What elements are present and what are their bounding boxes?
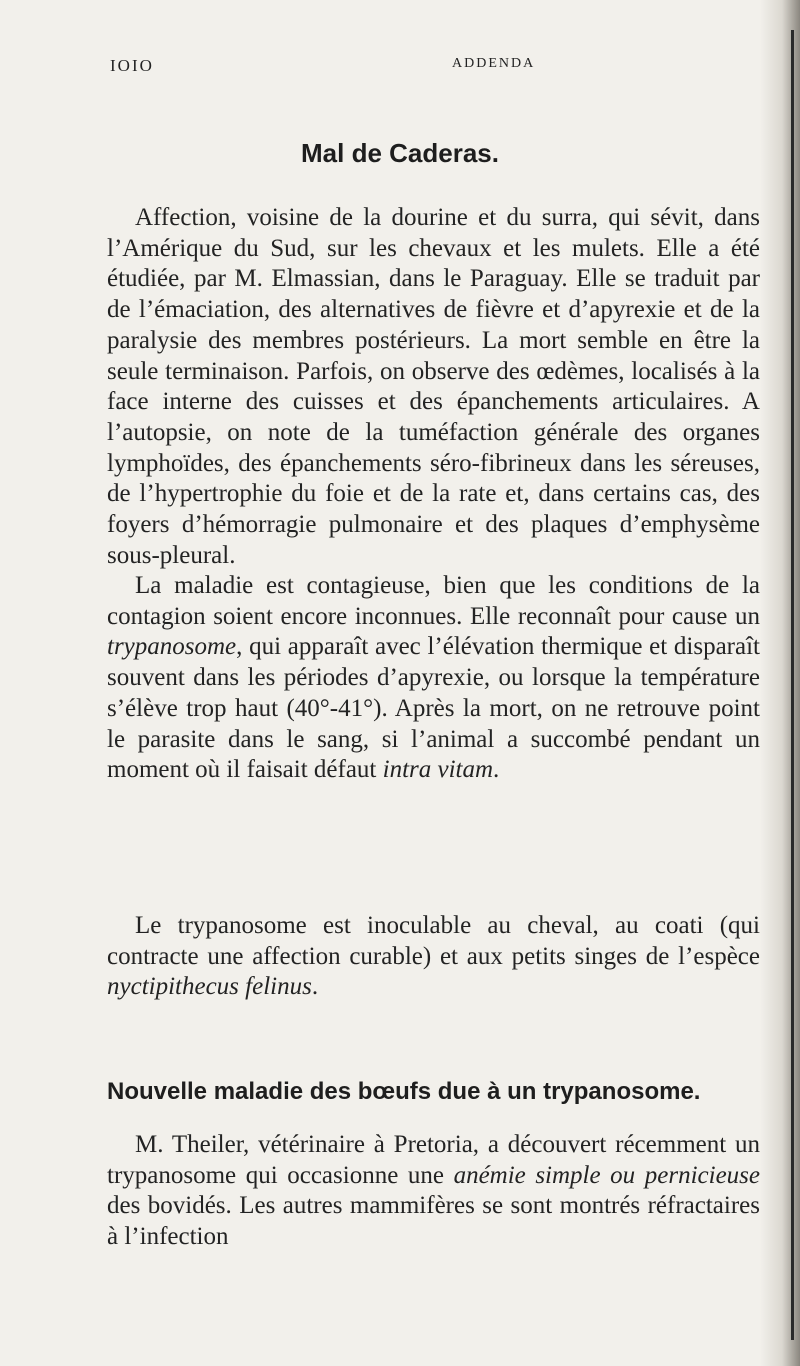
paragraph-contagion: La maladie est contagieuse, bien que les conditions de la contagion soient encore inconnues. Elle reconnaît pour cause un trypanosome, qui apparaît avec l’élévation thermique et disparaît souvent dans les périodes d’apyrexie, ou lorsque la température s’élève trop haut (40°-41°). Après la mort, on ne retrouve point le parasite dans le sang, si l’animal a succombé pendant un moment où il faisait défaut intra vitam. <box>107 572 760 784</box>
section-heading-nouvelle-maladie: Nouvelle maladie des bœufs due à un trypanosome. <box>107 1078 701 1105</box>
page-edge-line <box>791 30 794 1340</box>
page-edge-shadow <box>760 0 800 1366</box>
running-head-section: ADDENDA <box>452 56 536 71</box>
running-head <box>110 56 670 82</box>
paragraph-theiler: M. Theiler, vétérinaire à Pretoria, a découvert récemment un trypanosome qui occasionne une anémie simple ou pernicieuse des bovidés. Les autres mammifères se sont montrés réfractaires à l’infection <box>107 1131 760 1251</box>
paragraph-description: Affection, voisine de la dourine et du surra, qui sévit, dans l’Amérique du Sud, sur les chevaux et les mulets. Elle a été étudiée, par M. Elmassian, dans le Paraguay. Elle se traduit par de l’émaciation, des alternatives de fièvre et d’apyrexie et de la paralysie des membres postérieurs. La mort semble en être la seule terminaison. Parfois, on observe des œdèmes, localisés à la face interne des cuisses et des épanchements articulaires. A l’autopsie, on note de la tuméfaction générale des organes lymphoïdes, des épanchements séro-fibrineux dans les séreuses, de l’hypertrophie du foie et de la rate et, dans certains cas, des foyers d’hémorragie pulmonaire et des plaques d’emphysème sous-pleural. <box>107 204 760 569</box>
term-intra-vitam: intra vitam <box>382 756 494 784</box>
section-heading-mal-de-caderas: Mal de Caderas. <box>301 138 499 168</box>
term-trypanosome: trypanosome <box>107 633 237 661</box>
page-number: IOIO <box>110 56 154 75</box>
paragraph-inoculation: Le trypanosome est inoculable au cheval, au coati (qui contracte une affection curable) et aux petits singes de l’espèce nyctipithecus felinus. <box>107 912 760 1001</box>
term-anemie: anémie simple ou pernicieuse <box>453 1161 760 1189</box>
term-nyctipithecus-felinus: nyctipithecus felinus <box>107 973 312 1001</box>
